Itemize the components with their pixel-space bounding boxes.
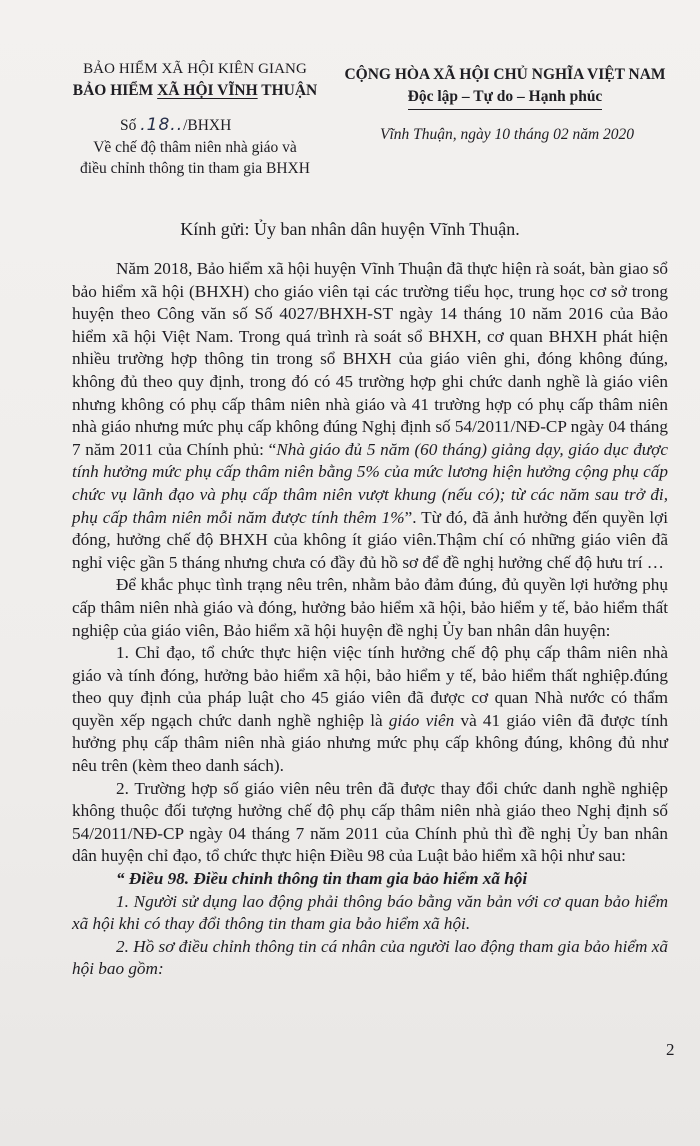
issuing-agency: [50, 80, 340, 102]
issuing-agency-block: [50, 58, 340, 102]
parent-agency: BẢO HIỂM XÃ HỘI KIÊN GIANG: [83, 61, 307, 77]
decree-quote: Nhà giáo đủ 5 năm (60 tháng) giảng dạy, giáo dục được tính hưởng mức phụ cấp thâm niên bằng 5% của mức lương hiện hưởng cộng phụ cấp chức vụ lãnh đạo và phụ cấp thâm niên vượt khung (nếu có); từ các năm sau trở đi, phụ cấp thâm niên mỗi năm được tính thêm 1%: [72, 439, 668, 527]
doc-number-handwritten: .18..: [140, 115, 184, 135]
agency-name-part3: THUẬN: [261, 82, 318, 99]
national-header: [340, 64, 670, 110]
paragraph-1: [72, 258, 668, 574]
article-98-clause-1: 1. Người sử dụng lao động phải thông báo bằng văn bản với cơ quan bảo hiểm xã hội khi có thay đổi thông tin tham gia bảo hiểm xã hội.: [72, 891, 668, 934]
page-number: 2: [666, 1040, 675, 1059]
paragraph-4: 2. Trường hợp số giáo viên nêu trên đã được thay đổi chức danh nghề nghiệp không thuộc đối tượng hưởng chế độ phụ cấp thâm niên nhà giáo theo Nghị định số 54/2011/NĐ-CP ngày 04 tháng 7 năm 2011 của Chính phủ thì đề nghị Ủy ban nhân dân huyện chỉ đạo, tổ chức thực hiện Điều 98 của Luật bảo hiểm xã hội như sau:: [72, 778, 668, 866]
recipient-line: Kính gửi: Ủy ban nhân dân huyện Vĩnh Thuận.: [180, 219, 520, 239]
doc-number-suffix: /BHXH: [183, 117, 232, 134]
place-date: Vĩnh Thuận, ngày 10 tháng 02 năm 2020: [380, 126, 635, 143]
paragraph-2: Để khắc phục tình trạng nêu trên, nhằm bảo đảm đúng, đủ quyền lợi hưởng phụ cấp thâm niên nhà giáo và đóng, hưởng bảo hiểm xã hội, bảo hiểm y tế, bảo hiểm thất nghiệp của giáo viên, Bảo hiểm xã hội huyện đề nghị Ủy ban nhân dân huyện:: [72, 575, 668, 640]
national-motto: Độc lập – Tự do – Hạnh phúc: [408, 86, 603, 110]
article-98-title: “ Điều 98. Điều chỉnh thông tin tham gia bảo hiểm xã hội: [116, 869, 528, 889]
document-number: [120, 115, 231, 135]
subject-line-1: Về chế độ thâm niên nhà giáo và: [93, 139, 297, 156]
doc-number-prefix: Số: [120, 117, 137, 134]
paragraph-1-text: Năm 2018, Bảo hiểm xã hội huyện Vĩnh Thuận đã thực hiện rà soát, bàn giao sổ bảo hiểm xã hội (BHXH) cho giáo viên tại các trường tiểu học, trung học cơ sở trong huyện theo Công văn số Số 4027/BHXH-ST ngày 14 tháng 10 năm 2016 của Bảo hiểm xã hội Việt Nam. Trong quá trình rà soát sổ BHXH, cơ quan BHXH phát hiện nhiều trường hợp thông tin trong sổ BHXH của giáo viên ghi, đóng không đúng, không đủ theo quy định, trong đó có 45 trường hợp ghi chức danh nghề là giáo viên nhưng không có phụ cấp thâm niên nhà giáo và 41 trường hợp có phụ cấp thâm niên nhà giáo nhưng mức phụ cấp không đúng Nghị định số 54/2011/NĐ-CP ngày 04 tháng 7 năm 2011 của Chính phủ: “: [72, 259, 668, 459]
national-title: CỘNG HÒA XÃ HỘI CHỦ NGHĨA VIỆT NAM: [344, 66, 666, 83]
letter-body: [72, 258, 668, 981]
paragraph-1-tail: ”. Từ đó, đã ảnh hưởng đến quyền lợi đóng, hưởng chế độ BHXH của không ít giáo viên.Thậm chí có những giáo viên đã nghỉ việc gần 5 tháng nhưng chưa có đầy đủ hồ sơ để đề nghị hưởng chế độ hưu trí …: [72, 507, 668, 572]
paragraph-3-italic: giáo viên: [388, 710, 455, 730]
paragraph-3: [72, 642, 668, 778]
article-98-clause-2: 2. Hồ sơ điều chỉnh thông tin cá nhân của người lao động tham gia bảo hiểm xã hội bao gồm:: [72, 936, 668, 979]
subject-line-2: điều chỉnh thông tin tham gia BHXH: [80, 160, 310, 177]
agency-name-part1: BẢO HIỂM: [72, 82, 154, 99]
agency-name-part2: XÃ HỘI VĨNH: [157, 82, 258, 99]
paragraph-3-tail: và 41 giáo viên đã được tính hưởng phụ cấp thâm niên nhà giáo nhưng mức phụ cấp không đúng, không đủ như nêu trên (kèm theo danh sách).: [72, 710, 669, 776]
paragraph-3-text: 1. Chỉ đạo, tổ chức thực hiện việc tính hưởng chế độ phụ cấp thâm niên nhà giáo và tính đóng, hưởng bảo hiểm xã hội, bảo hiểm y tế, bảo hiểm thất nghiệp.đúng theo quy định của pháp luật cho 45 giáo viên đã được cơ quan Nhà nước có thẩm quyền xếp ngạch chức danh nghề nghiệp là: [72, 643, 668, 730]
document-subject: [50, 137, 340, 179]
